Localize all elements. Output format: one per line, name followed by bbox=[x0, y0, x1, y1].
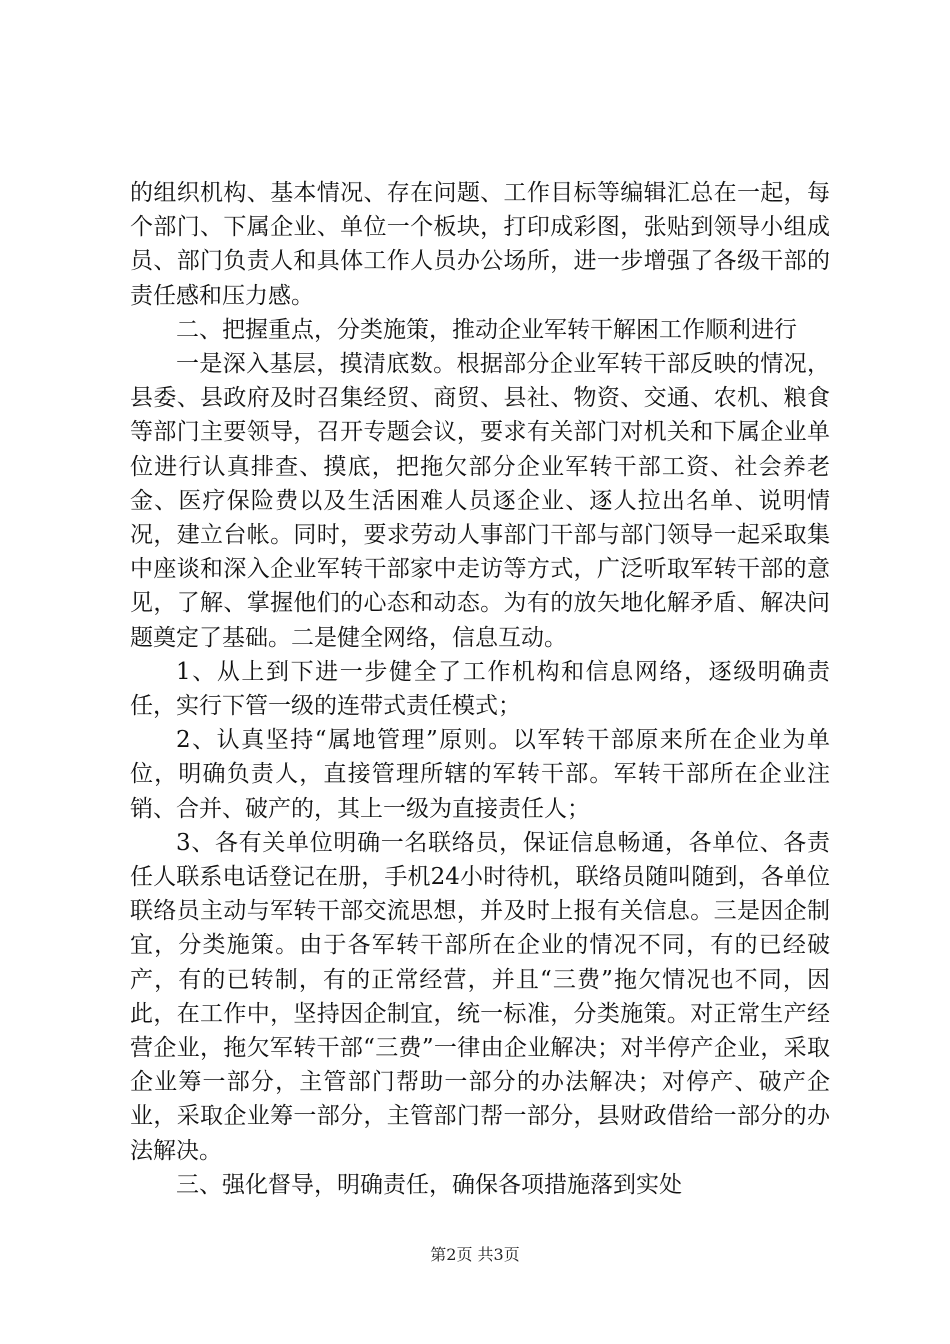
section-heading-three: 三、强化督导，明确责任，确保各项措施落到实处 bbox=[176, 1171, 682, 1198]
list-item-3: 3、各有关单位明确一名联络员，保证信息畅通，各单位、各责任人联系电话登记在册，手机24小时待机，联络员随叫随到，各单位联络员主动与军转干部交流思想，并及时上报有关信息。三是因企制宜，分类施策。由于各军转干部所在企业的情况不同，有的已经破产，有的已转制，有的正常经营，并且“三费”拖欠情况也不同，因此，在工作中，坚持因企制宜，统一标准，分类施策。对正常生产经营企业，拖欠军转干部“三费”一律由企业解决；对半停产企业，采取企业筹一部分，主管部门帮助一部分的办法解决；对停产、破产企业，采取企业筹一部分，主管部门帮一部分，县财政借给一部分的办法解决。 bbox=[130, 829, 830, 1164]
paragraph-continuation: 的组织机构、基本情况、存在问题、工作目标等编辑汇总在一起，每个部门、下属企业、单位一个板块，打印成彩图，张贴到领导小组成员、部门负责人和具体工作人员办公场所，进一步增强了各级干部的责任感和压力感。 bbox=[130, 180, 830, 309]
section-heading-two: 二、把握重点，分类施策，推动企业军转干解困工作顺利进行 bbox=[176, 316, 797, 343]
page-number-footer: 第2页 共3页 bbox=[430, 1245, 520, 1264]
list-item-2: 2、认真坚持“属地管理”原则。以军转干部原来所在企业为单位，明确负责人，直接管理所辖的军转干部。军转干部所在企业注销、合并、破产的，其上一级为直接责任人； bbox=[130, 727, 830, 822]
list-item-1: 1、从上到下进一步健全了工作机构和信息网络，逐级明确责任，实行下管一级的连带式责任模式； bbox=[130, 658, 830, 720]
document-body bbox=[130, 176, 830, 1202]
paragraph-grassroots: 一是深入基层，摸清底数。根据部分企业军转干部反映的情况，县委、县政府及时召集经贸、商贸、县社、物资、交通、农机、粮食等部门主要领导，召开专题会议，要求有关部门对机关和下属企业单位进行认真排查、摸底，把拖欠部分企业军转干部工资、社会养老金、医疗保险费以及生活困难人员逐企业、逐人拉出名单、说明情况，建立台帐。同时，要求劳动人事部门干部与部门领导一起采取集中座谈和深入企业军转干部家中走访等方式，广泛听取军转干部的意见，了解、掌握他们的心态和动态。为有的放矢地化解矛盾、解决问题奠定了基础。二是健全网络，信息互动。 bbox=[130, 351, 830, 651]
